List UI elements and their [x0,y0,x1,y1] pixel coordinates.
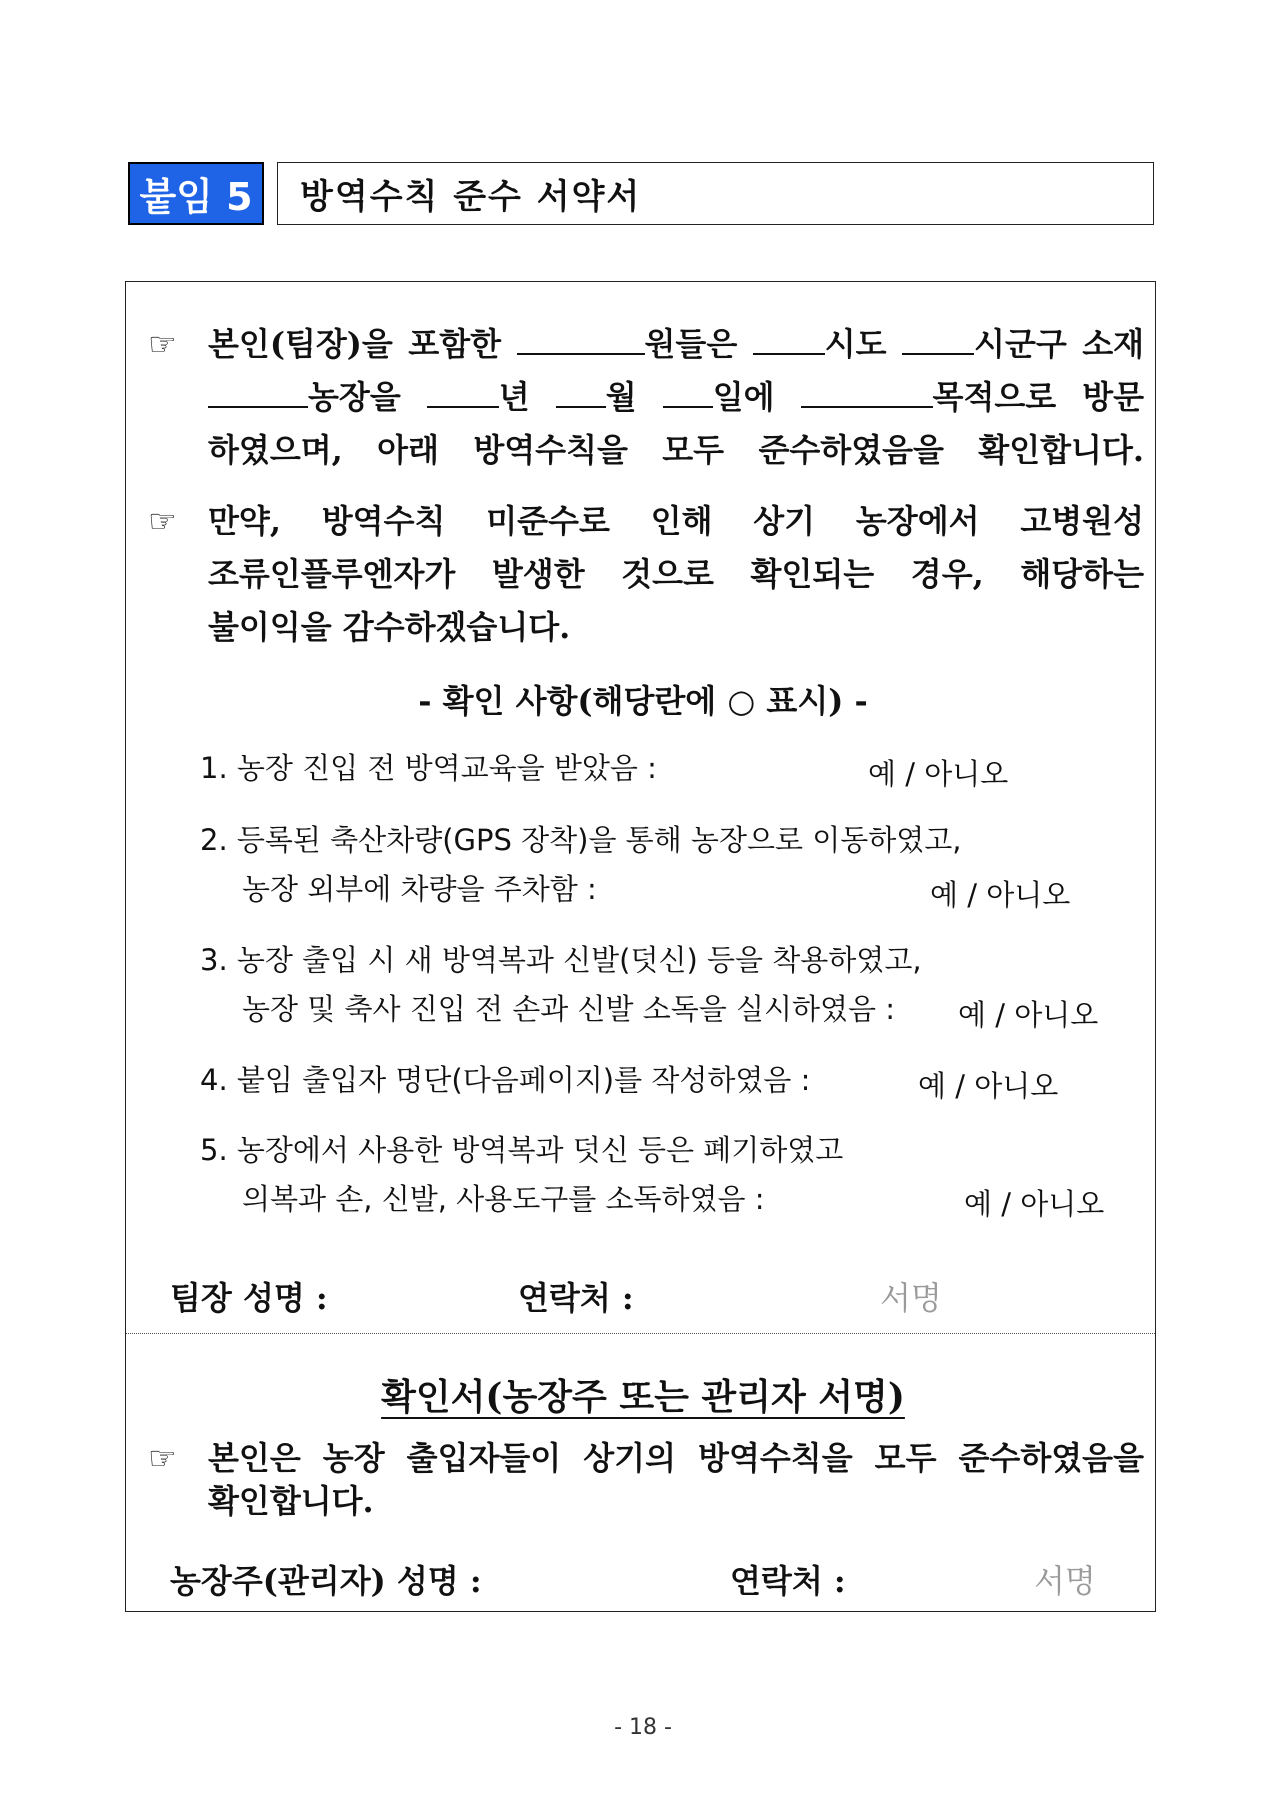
pledge-1-line-3: 하였으며, 아래 방역수칙을 모두 준수하였음을 확인합니다. [208,431,1144,469]
owner-name-label: 농장주(관리자) 성명 : [170,1562,482,1600]
leader-signature-field[interactable]: 서명 [880,1279,942,1317]
pointing-hand-icon: ☞ [148,1439,177,1477]
pledge-2-line-2: 조류인플루엔자가 발생한 것으로 확인되는 경우, 해당하는 [208,555,1144,593]
team-blank[interactable] [517,325,645,355]
confirmation-line-1: 본인은 농장 출입자들이 상기의 방역수칙을 모두 준수하였음을 [208,1439,1144,1477]
confirmation-paragraph [148,1432,1144,1528]
attachment-tag: 붙임 5 [128,162,264,225]
checklist-item-2: 2. 등록된 축산차량(GPS 장착)을 통해 농장으로 이동하였고, 농장 외부에 차량을 주차함 : [200,823,962,906]
purpose-blank[interactable] [801,378,933,408]
farm-blank[interactable] [208,378,308,408]
checklist-item-3: 3. 농장 출입 시 새 방역복과 신발(덧신) 등을 착용하였고, 농장 및 축사 진입 전 손과 신발 소독을 실시하였음 : [200,943,922,1026]
pledge-1-line-1: 본인(팀장)을 포함한 원들은 시도 시군구 소재 [208,325,1145,363]
confirmation-line-2: 확인합니다. [208,1482,374,1520]
checklist-item-4: 4. 붙임 출입자 명단(다음페이지)를 작성하였음 : [200,1063,811,1097]
year-blank[interactable] [427,378,499,408]
leader-contact-label: 연락처 : [518,1279,634,1317]
answer-choice-4[interactable]: 예 / 아니오 [918,1069,1059,1103]
city-blank[interactable] [902,325,974,355]
pledge-2-line-1: 만약, 방역수칙 미준수로 인해 상기 농장에서 고병원성 [208,502,1144,540]
document-title: 방역수칙 준수 서약서 [277,162,1154,225]
checklist-heading: - 확인 사항(해당란에 ○ 표시) - [418,682,868,720]
pointing-hand-icon: ☞ [148,502,177,540]
month-blank[interactable] [556,378,606,408]
answer-choice-2[interactable]: 예 / 아니오 [930,878,1071,912]
pledge-paragraph-2 [148,495,1144,654]
pledge-1-line-2: 농장을 년 월 일에 목적으로 방문 [208,371,1144,424]
answer-choice-3[interactable]: 예 / 아니오 [958,998,1099,1032]
owner-contact-label: 연락처 : [730,1562,846,1600]
leader-name-label: 팀장 성명 : [170,1279,328,1317]
answer-choice-1[interactable]: 예 / 아니오 [868,757,1009,791]
pledge-2-line-3: 불이익을 감수하겠습니다. [208,608,571,646]
pointing-hand-icon: ☞ [148,325,177,363]
owner-signature-field[interactable]: 서명 [1034,1562,1096,1600]
province-blank[interactable] [753,325,825,355]
confirmation-title: 확인서(농장주 또는 관리자 서명) [381,1376,905,1418]
checklist-item-1: 1. 농장 진입 전 방역교육을 받았음 : [200,751,657,785]
answer-choice-5[interactable]: 예 / 아니오 [964,1187,1105,1221]
section-divider [126,1333,1155,1334]
checklist-item-5: 5. 농장에서 사용한 방역복과 덧신 등은 폐기하였고 의복과 손, 신발, 사용도구를 소독하였음 : [200,1133,844,1216]
pledge-paragraph-1 [148,318,1144,477]
page-number: - 18 - [614,1715,672,1740]
day-blank[interactable] [663,378,713,408]
